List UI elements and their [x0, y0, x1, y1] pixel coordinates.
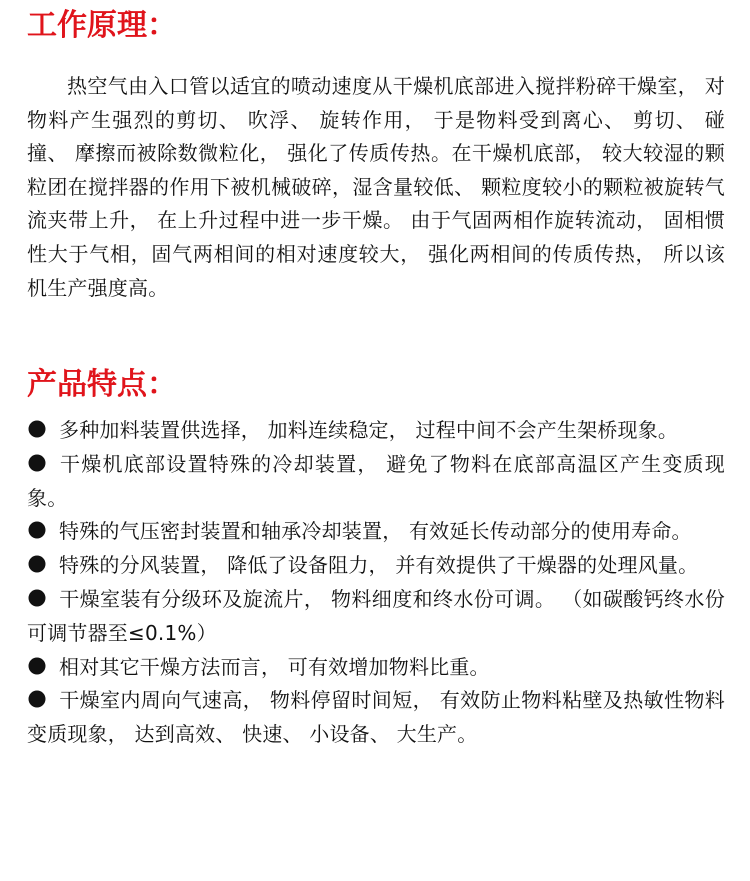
feature-text: 干燥室装有分级环及旋流片， 物料细度和终水份可调。 （如碳酸钙终水份可调节器至≤0.1%）	[27, 586, 725, 645]
features-list	[27, 414, 725, 752]
feature-text: 特殊的分风装置， 降低了设备阻力， 并有效提供了干燥器的处理风量。	[59, 553, 699, 578]
feature-text: 干燥室内周向气速高， 物料停留时间短， 有效防止物料粘壁及热敏性物料变质现象， 达到高效、 快速、 小设备、 大生产。	[27, 688, 725, 747]
feature-text: 相对其它干燥方法而言， 可有效增加物料比重。	[59, 654, 490, 679]
bullet-icon	[27, 554, 47, 574]
bullet-icon	[27, 689, 47, 709]
bullet-icon	[27, 419, 47, 439]
bullet-icon	[27, 656, 47, 676]
feature-text: 多种加料装置供选择， 加料连续稳定， 过程中间不会产生架桥现象。	[59, 418, 679, 442]
bullet-icon	[27, 453, 47, 473]
feature-item	[27, 651, 725, 685]
feature-text: 特殊的气压密封装置和轴承冷却装置， 有效延长传动部分的使用寿命。	[59, 519, 692, 544]
feature-item	[27, 414, 725, 448]
feature-item	[27, 448, 725, 516]
feature-item	[27, 583, 725, 651]
principle-heading: 工作原理：	[27, 8, 177, 43]
principle-paragraph: 热空气由入口管以适宜的喷动速度从干燥机底部进入搅拌粉碎干燥室， 对物料产生强烈的剪切、 吹浮、 旋转作用， 于是物料受到离心、 剪切、 碰撞、 摩擦而被除数微粒化， 强化了传质传热。在干燥机底部， 较大较湿的颗粒团在搅拌器的作用下被机械破碎，湿含量较低、 颗粒度较小的颗粒被旋转气流夹带上升， 在上升过程中进一步干燥。 由于气固两相作旋转流动， 固相惯性大于气相，固气两相间的相对速度较大， 强化两相间的传质传热， 所以该机生产强度高。	[27, 74, 725, 300]
feature-text: 干燥机底部设置特殊的冷却装置， 避免了物料在底部高温区产生变质现象。	[27, 451, 725, 510]
feature-item	[27, 684, 725, 752]
feature-item	[27, 549, 725, 583]
features-heading: 产品特点：	[27, 367, 177, 402]
bullet-icon	[27, 520, 47, 540]
bullet-icon	[27, 588, 47, 608]
feature-item	[27, 515, 725, 549]
